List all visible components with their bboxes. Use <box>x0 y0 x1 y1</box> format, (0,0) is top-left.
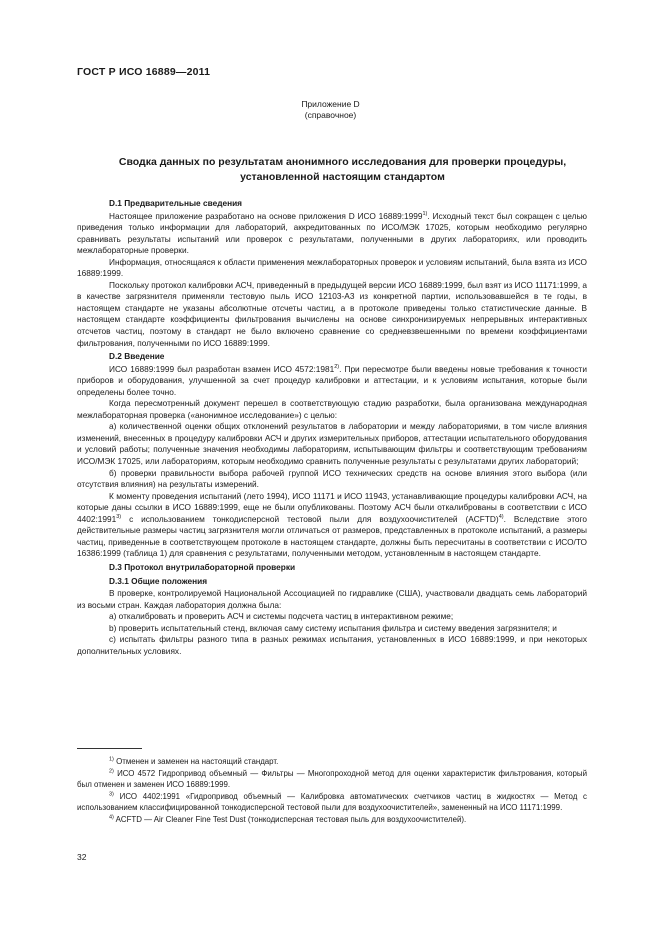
footnote-ref: 1) <box>109 756 114 763</box>
text-run: . При пересмотре были введены новые требования к точности приборов и оборудования, улучшенной за счет процедур калибровки и аттестации, и к условиям испытания, которые были определены более точно. <box>77 363 587 397</box>
footnote-text: ACFTD — Air Cleaner Fine Test Dust (тонкодисперсная тестовая пыль для воздухоочистителей). <box>113 815 467 824</box>
footnote-ref: 3) <box>116 514 122 520</box>
footnote-divider <box>77 748 142 749</box>
appendix-label: Приложение D <box>301 99 360 109</box>
paragraph: Когда пересмотренный документ перешел в соответствующую стадию разработки, была организована международная межлабораторная проверка («анонимное исследование») с целью: <box>77 398 587 420</box>
document-body <box>77 196 587 657</box>
appendix-type: (справочное) <box>304 110 357 120</box>
footnote-text: Отменен и заменен на настоящий стандарт. <box>113 757 279 766</box>
footnote-ref: 4) <box>498 514 504 520</box>
text-run: Настоящее приложение разработано на основе приложения D ИСО 16889:1999 <box>109 210 423 221</box>
paragraph: Поскольку протокол калибровки АСЧ, приведенный в предыдущей версии ИСО 16889:1999, был взят из ИСО 11171:1999, а в качестве загрязнителя применяли тестовую пыль ИСО 12103-А3 из конкретной партии, использовавшейся в те годы, в настоящем стандарте не указаны абсолютные отсчеты частиц, а в протоколе приведены только статистические данные. В настоящем стандарте коэффициенты фильтрования вычислены на основе синхронизируемых непрерывных интерактивных отсчетов частиц, поэтому в стандарт не было включено сравнение со средневзвешенными по времени коэффициентами фильтрования, полученными по ИСО 16889:1999. <box>77 279 587 348</box>
footnote <box>77 768 587 790</box>
page-header: ГОСТ Р ИСО 16889—2011 <box>77 66 211 78</box>
footnote-ref: 3) <box>109 791 114 798</box>
paragraph <box>77 491 587 560</box>
footnote-text: ИСО 4402:1991 «Гидропривод объемный — Калибровка автоматических счетчиков частиц в жидкостях — Метод с использованием классифицированной тонкодисперсной тестовой пыли для воздухоочистителей», замененный на ИСО 11171:1999. <box>77 792 587 812</box>
list-item: а) откалибровать и проверить АСЧ и системы подсчета частиц в интерактивном режиме; <box>109 611 454 622</box>
text-run: с использованием тонкодисперсной тестовой пыли для воздухоочистителей (ACFTD) <box>121 513 499 524</box>
section-heading-d1: D.1 Предварительные сведения <box>109 198 243 208</box>
paragraph <box>77 211 587 257</box>
text-run: К моменту проведения испытаний (лето 1994), ИСО 11171 и ИСО 11943, устанавливающие процедуры калибровки АСЧ, на которые даны ссылки в ИСО 16889:1999, еще не были опубликованы. Поэтому АСЧ были откалиброваны в соответствии с ИСО 4402:1991 <box>77 490 587 524</box>
footnote-ref: 2) <box>109 768 114 775</box>
list-item: а) количественной оценки общих отклонений результатов в лаборатории и между лабораториями, в том числе влияния изменений, внесенных в процедуру калибровки АСЧ и других измерительных приборов, аттестации испытательного оборудования и условий работы; полученные значения необходимы лабораториям, испытывающим фильтры и соответствующим требованиям ИСО/МЭК 17025, или лабораториям, которым необходимо сравнить полученные результаты с результатами других лабораторий; <box>77 421 587 467</box>
paragraph <box>77 364 587 399</box>
footnote-ref: 2) <box>334 363 340 370</box>
paragraph: В проверке, контролируемой Национальной Ассоциацией по гидравлике (США), участвовали двадцать семь лабораторий из восьми стран. Каждая лаборатория должна была: <box>77 588 587 610</box>
text-run: ИСО 16889:1999 был разработан взамен ИСО 4572:1981 <box>109 363 335 374</box>
subsection-heading-d3-1: D.3.1 Общие положения <box>109 575 208 586</box>
title-line-2: установленной настоящим стандартом <box>240 171 445 183</box>
text-run: . Вследствие этого действительные размеры частиц загрязнителя могли отличаться от размеров, представленных в протоколе испытаний, а размеры частиц, приведенные в соответствующем протоколе в настоящем стандарте, должны быть пересчитаны в соответствии с ИСО/ТО 16386:1999 (таблица 1) для сравнения с результатами, полученными методом, установленным в настоящем стандарте. <box>77 513 587 559</box>
footnote-text: ИСО 4572 Гидропривод объемный — Фильтры — Многопроходной метод для оценки характеристик фильтрования, который был отменен и заменен ИСО 16889:1999. <box>77 769 587 789</box>
page-number: 32 <box>77 852 87 862</box>
list-item: б) проверки правильности выбора рабочей группой ИСО технических средств на основе влияния этого выбора (или отсутствия влияния) на результаты измерений. <box>77 467 587 490</box>
section-heading-d2: D.2 Введение <box>109 351 165 362</box>
footnote <box>77 814 587 825</box>
footnote-ref: 1) <box>422 210 428 217</box>
list-item: c) испытать фильтры разного типа в разных режимах испытания, установленных в ИСО 16889:1999, и при некоторых дополнительных условиях. <box>77 634 587 656</box>
footnote-ref: 4) <box>109 814 114 821</box>
footnotes <box>77 756 587 826</box>
paragraph: Информация, относящаяся к области применения межлабораторных проверок и условиям испытаний, была взята из ИСО 16889:1999. <box>77 256 587 279</box>
appendix-title <box>95 155 590 185</box>
section-heading-d3: D.3 Протокол внутрилабораторной проверки <box>109 561 296 572</box>
list-item: b) проверить испытательный стенд, включая саму систему испытания фильтра и систему введения загрязнителя; и <box>109 622 557 633</box>
text-run: . Исходный текст был сокращен с целью приведения только информации для лабораторий, аккредитованных по ИСО/МЭК 17025, которым необходимо регулярно сравнивать результаты испытаний или проверок с результатами, полученными в других лабораториях, или проводить межлабораторные проверки. <box>77 210 588 256</box>
footnote <box>77 756 587 767</box>
title-line-1: Сводка данных по результатам анонимного исследования для проверки процедуры, <box>118 156 567 168</box>
footnote <box>77 791 587 813</box>
